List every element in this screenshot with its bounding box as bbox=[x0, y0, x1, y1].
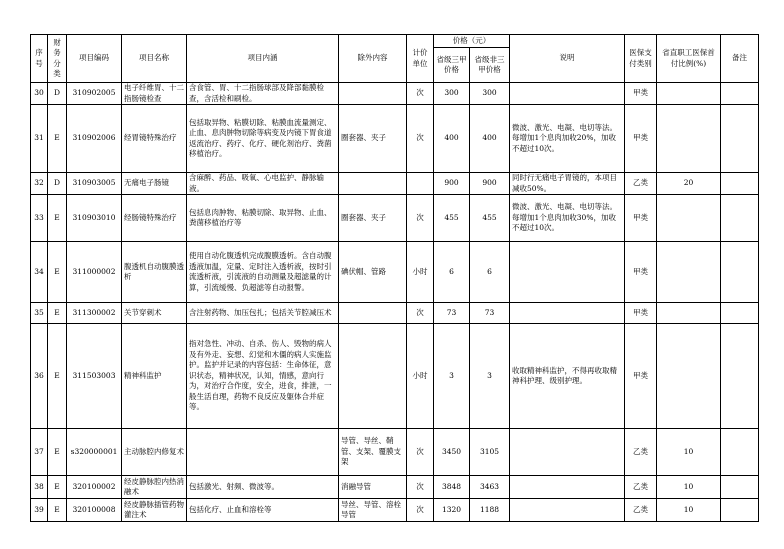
cell-code: s320000001 bbox=[67, 429, 122, 476]
cell-unit: 次 bbox=[407, 303, 434, 324]
cell-exclusions: 消融导管 bbox=[339, 476, 407, 499]
cell-price-b: 455 bbox=[470, 195, 510, 242]
table-row bbox=[31, 195, 759, 242]
header-code: 项目编码 bbox=[67, 35, 122, 83]
cell-price-b: 3 bbox=[470, 324, 510, 429]
cell-price-b: 900 bbox=[470, 173, 510, 195]
cell-content: 指对急性、冲动、自杀、伤人、毁物的病人及有外走、妄想、幻觉和木僵的病人实施监护。监护并记录的内容包括：生命体征，意识状态，精神状况，认知，情感，意向行为，对治疗合作度，安全，进食，排泄，一般生活自理，药物不良反应及躯体合并症等。 bbox=[187, 324, 339, 429]
cell-exclusions: 碘伏帽、管路 bbox=[339, 242, 407, 303]
cell-remark bbox=[721, 429, 759, 476]
cell-remark bbox=[721, 324, 759, 429]
cell-insurance: 乙类 bbox=[625, 173, 657, 195]
cell-remark bbox=[721, 83, 759, 105]
cell-price-a: 3 bbox=[434, 324, 470, 429]
cell-ratio: 10 bbox=[657, 476, 721, 499]
cell-price-a: 300 bbox=[434, 83, 470, 105]
cell-insurance: 甲类 bbox=[625, 195, 657, 242]
header-remark: 备注 bbox=[721, 35, 759, 83]
cell-exclusions: 导丝、导管、溶栓导管 bbox=[339, 499, 407, 522]
cell-price-a: 400 bbox=[434, 105, 470, 173]
cell-code: 320100008 bbox=[67, 499, 122, 522]
table-row bbox=[31, 242, 759, 303]
cell-content: 包括化疗、止血和溶栓等 bbox=[187, 499, 339, 522]
cell-remark bbox=[721, 303, 759, 324]
cell-name: 电子纤维胃、十二指肠镜检查 bbox=[122, 83, 187, 105]
cell-note bbox=[510, 499, 625, 522]
cell-content: 使用自动化腹透机完成腹膜透析。含自动腹透液加温，定量、定时注入透析液，按时引流透析液，引流液的自动测量及超滤量的计算，引流缓慢、负超滤等自动报警。 bbox=[187, 242, 339, 303]
cell-seq: 39 bbox=[31, 499, 48, 522]
cell-price-a: 3450 bbox=[434, 429, 470, 476]
cell-unit: 次 bbox=[407, 476, 434, 499]
cell-category: E bbox=[48, 429, 67, 476]
cell-insurance: 甲类 bbox=[625, 242, 657, 303]
cell-seq: 33 bbox=[31, 195, 48, 242]
cell-price-b: 300 bbox=[470, 83, 510, 105]
cell-ratio: 10 bbox=[657, 429, 721, 476]
cell-exclusions bbox=[339, 303, 407, 324]
cell-insurance: 甲类 bbox=[625, 83, 657, 105]
header-price-group: 价格（元） bbox=[434, 35, 510, 48]
cell-seq: 38 bbox=[31, 476, 48, 499]
cell-ratio: 20 bbox=[657, 173, 721, 195]
cell-unit: 小时 bbox=[407, 324, 434, 429]
cell-code: 311300002 bbox=[67, 303, 122, 324]
cell-note: 同时行无痛电子胃镜的，本项目减收50%。 bbox=[510, 173, 625, 195]
cell-exclusions bbox=[339, 324, 407, 429]
cell-price-a: 6 bbox=[434, 242, 470, 303]
header-row bbox=[31, 35, 759, 48]
cell-content: 含食管、胃、十二指肠球部及降部黏膜检查，含活检和刷检。 bbox=[187, 83, 339, 105]
cell-ratio bbox=[657, 303, 721, 324]
cell-note bbox=[510, 429, 625, 476]
cell-remark bbox=[721, 242, 759, 303]
cell-seq: 37 bbox=[31, 429, 48, 476]
header-category: 财务分类 bbox=[48, 35, 67, 83]
header-ratio: 省直职工医保首付比例(%) bbox=[657, 35, 721, 83]
cell-category: E bbox=[48, 195, 67, 242]
cell-ratio bbox=[657, 242, 721, 303]
header-name: 项目名称 bbox=[122, 35, 187, 83]
cell-seq: 34 bbox=[31, 242, 48, 303]
cell-note: 收取精神科监护，不得再收取精神科护理、级别护理。 bbox=[510, 324, 625, 429]
cell-insurance: 甲类 bbox=[625, 105, 657, 173]
cell-code: 311503003 bbox=[67, 324, 122, 429]
cell-note bbox=[510, 303, 625, 324]
cell-content: 含麻醉、药品、吸氧、心电监护、静脉输液。 bbox=[187, 173, 339, 195]
cell-code: 311000002 bbox=[67, 242, 122, 303]
cell-category: E bbox=[48, 105, 67, 173]
cell-code: 310903005 bbox=[67, 173, 122, 195]
cell-unit: 次 bbox=[407, 83, 434, 105]
cell-note: 微波、激光、电凝、电切等法。每增加1个息肉加收30%，加收不超过10次。 bbox=[510, 195, 625, 242]
cell-seq: 32 bbox=[31, 173, 48, 195]
header-seq: 序号 bbox=[31, 35, 48, 83]
cell-price-a: 73 bbox=[434, 303, 470, 324]
cell-content: 包括取异物、粘膜切除、粘膜血流量测定、止血、息肉肿物切除等病变及内镜下胃食道返流治疗、药疗、化疗、硬化剂治疗、粪菌移植治疗。 bbox=[187, 105, 339, 173]
cell-name: 无痛电子肠镜 bbox=[122, 173, 187, 195]
cell-price-b: 3463 bbox=[470, 476, 510, 499]
cell-remark bbox=[721, 173, 759, 195]
cell-unit: 次 bbox=[407, 195, 434, 242]
cell-remark bbox=[721, 476, 759, 499]
header-price-b: 省级非三甲价格 bbox=[470, 48, 510, 83]
cell-ratio bbox=[657, 105, 721, 173]
cell-name: 关节穿刺术 bbox=[122, 303, 187, 324]
cell-exclusions: 圈套器、夹子 bbox=[339, 195, 407, 242]
cell-category: E bbox=[48, 476, 67, 499]
cell-price-b: 3105 bbox=[470, 429, 510, 476]
cell-exclusions bbox=[339, 83, 407, 105]
cell-unit: 次 bbox=[407, 499, 434, 522]
table-row bbox=[31, 173, 759, 195]
cell-category: D bbox=[48, 173, 67, 195]
cell-ratio bbox=[657, 195, 721, 242]
cell-insurance: 乙类 bbox=[625, 499, 657, 522]
header-insurance: 医保支付类别 bbox=[625, 35, 657, 83]
cell-price-a: 455 bbox=[434, 195, 470, 242]
table-row bbox=[31, 499, 759, 522]
cell-content: 包括激光、射频、微波等。 bbox=[187, 476, 339, 499]
cell-category: E bbox=[48, 242, 67, 303]
cell-insurance: 甲类 bbox=[625, 324, 657, 429]
cell-price-a: 1320 bbox=[434, 499, 470, 522]
fee-table bbox=[30, 34, 759, 522]
cell-code: 310902005 bbox=[67, 83, 122, 105]
cell-note bbox=[510, 476, 625, 499]
cell-name: 主动脉腔内修复术 bbox=[122, 429, 187, 476]
cell-seq: 35 bbox=[31, 303, 48, 324]
cell-category: E bbox=[48, 499, 67, 522]
cell-price-b: 6 bbox=[470, 242, 510, 303]
header-exclusions: 除外内容 bbox=[339, 35, 407, 83]
cell-ratio: 10 bbox=[657, 499, 721, 522]
cell-price-a: 3848 bbox=[434, 476, 470, 499]
cell-note bbox=[510, 83, 625, 105]
cell-seq: 31 bbox=[31, 105, 48, 173]
header-note: 说明 bbox=[510, 35, 625, 83]
table-row bbox=[31, 476, 759, 499]
cell-code: 310902006 bbox=[67, 105, 122, 173]
cell-price-b: 1188 bbox=[470, 499, 510, 522]
cell-unit: 次 bbox=[407, 429, 434, 476]
cell-name: 经胃镜特殊治疗 bbox=[122, 105, 187, 173]
cell-code: 320100002 bbox=[67, 476, 122, 499]
cell-insurance: 乙类 bbox=[625, 429, 657, 476]
table-row bbox=[31, 83, 759, 105]
cell-unit bbox=[407, 173, 434, 195]
table-row bbox=[31, 303, 759, 324]
cell-seq: 36 bbox=[31, 324, 48, 429]
table-row bbox=[31, 324, 759, 429]
header-unit: 计价单位 bbox=[407, 35, 434, 83]
table-row bbox=[31, 429, 759, 476]
cell-category: E bbox=[48, 324, 67, 429]
cell-insurance: 甲类 bbox=[625, 303, 657, 324]
cell-name: 精神科监护 bbox=[122, 324, 187, 429]
cell-content: 包括息肉肿物、粘膜切除、取异物、止血、粪菌移植治疗等 bbox=[187, 195, 339, 242]
table-row bbox=[31, 105, 759, 173]
cell-unit: 小时 bbox=[407, 242, 434, 303]
cell-remark bbox=[721, 105, 759, 173]
header-price-a: 省级三甲价格 bbox=[434, 48, 470, 83]
cell-category: E bbox=[48, 303, 67, 324]
cell-exclusions: 导管、导丝、鞘管、支架、覆膜支架 bbox=[339, 429, 407, 476]
cell-remark bbox=[721, 195, 759, 242]
cell-category: D bbox=[48, 83, 67, 105]
cell-name: 腹透机自动腹膜透析 bbox=[122, 242, 187, 303]
cell-insurance: 乙类 bbox=[625, 476, 657, 499]
cell-price-a: 900 bbox=[434, 173, 470, 195]
cell-remark bbox=[721, 499, 759, 522]
cell-name: 经皮静脉腔内热消融术 bbox=[122, 476, 187, 499]
cell-seq: 30 bbox=[31, 83, 48, 105]
cell-name: 经肠镜特殊治疗 bbox=[122, 195, 187, 242]
cell-price-b: 400 bbox=[470, 105, 510, 173]
cell-ratio bbox=[657, 83, 721, 105]
cell-note bbox=[510, 242, 625, 303]
cell-unit: 次 bbox=[407, 105, 434, 173]
cell-content bbox=[187, 429, 339, 476]
cell-exclusions: 圈套器、夹子 bbox=[339, 105, 407, 173]
cell-exclusions bbox=[339, 173, 407, 195]
cell-ratio bbox=[657, 324, 721, 429]
cell-name: 经皮静脉插管药物灌注术 bbox=[122, 499, 187, 522]
header-content: 项目内涵 bbox=[187, 35, 339, 83]
cell-note: 微波、激光、电凝、电切等法。每增加1个息肉加收20%，加收不超过10次。 bbox=[510, 105, 625, 173]
cell-code: 310903010 bbox=[67, 195, 122, 242]
cell-content: 含注射药物、加压包扎；包括关节腔减压术 bbox=[187, 303, 339, 324]
cell-price-b: 73 bbox=[470, 303, 510, 324]
